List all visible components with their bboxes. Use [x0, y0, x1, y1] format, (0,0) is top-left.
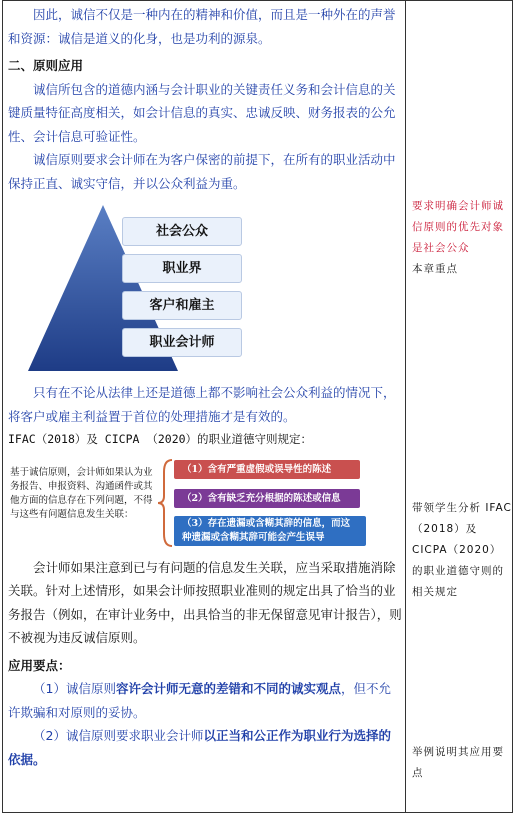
- column-divider: [405, 0, 406, 813]
- pyramid-level-clients: 客户和雇主: [122, 291, 242, 320]
- pyramid-level-profession: 职业界: [122, 254, 242, 283]
- point-1-suffix: ，但不允许欺骗和对原则的妥协。: [8, 681, 391, 720]
- rule-box-2: （2）含有缺乏充分根据的陈述或信息: [174, 489, 360, 508]
- pyramid-level-accountants: 职业会计师: [122, 328, 242, 357]
- paragraph-1: 因此，诚信不仅是一种内在的精神和价值，而且是一种外在的声誉和资源：诚信是道义的化身，也是功利的源泉。: [8, 7, 396, 46]
- paragraph-2: 诚信所包含的道德内涵与会计职业的关键责任义务和会计信息的关键质量特征高度相关，如会计信息的真实、忠诚反映、财务报表的公允性、会计信息可验证性。: [8, 81, 396, 144]
- rules-lead-text: 基于诚信原则，会计师如果认为业务报告、申报资料、沟通函件或其他方面的信息存在下列问题，不得与这些有问题信息发生关联：: [10, 466, 153, 520]
- priority-pyramid: [8, 199, 402, 375]
- section-heading-3: 应用要点：: [8, 657, 71, 673]
- rule-box-1: （1）含有严重虚假或误导性的陈述: [174, 460, 360, 479]
- point-1-prefix: （1）诚信原则: [33, 681, 116, 696]
- point-2: [8, 724, 402, 771]
- paragraph-6: 会计师如果注意到已与有问题的信息发生关联，应当采取措施消除关联。针对上述情形，如果会计师按照职业准则的规定出具了恰当的业务报告（例如，在审计业务中，出具恰当的非无保留意见审计报告），则不被视为违反诚信原则。: [8, 559, 402, 645]
- paragraph-5: IFAC（2018）及 CICPA （2020）的职业道德守则规定：: [8, 432, 313, 446]
- pyramid-level-public: 社会公众: [122, 217, 242, 246]
- brace-icon: [158, 458, 174, 548]
- side-note-1-red: 要求明确会计师诚信原则的优先对象是社会公众: [412, 200, 504, 254]
- integrity-rules-diagram: [8, 456, 402, 548]
- paragraph-3: 诚信原则要求会计师在为客户保密的前提下，在所有的职业活动中保持正直、诚实守信，并以公众利益为重。: [8, 152, 396, 191]
- side-note-1-key: 本章重点: [412, 263, 458, 275]
- main-column: [8, 3, 402, 771]
- side-note-2: 带领学生分析 IFAC（2018）及CICPA（2020）的职业道德守则的相关规定: [412, 502, 512, 598]
- point-1-emphasis: 容许会计师无意的差错和不同的诚实观点: [115, 681, 341, 696]
- section-heading-2: 二、原则应用: [8, 58, 84, 73]
- point-2-emphasis: 以正当和公正作为职业行为选择的依据。: [8, 728, 391, 767]
- rule-box-3: （3）存在遗漏或含糊其辞的信息，而这种遗漏或含糊其辞可能会产生误导: [174, 516, 366, 546]
- side-note-1: [412, 196, 512, 280]
- point-2-prefix: （2）诚信原则要求职业会计师: [33, 728, 204, 743]
- paragraph-4: 只有在不论从法律上还是道德上都不影响社会公众利益的情况下，将客户或雇主利益置于首位的处理措施才是有效的。: [8, 385, 396, 424]
- point-1: [8, 677, 402, 724]
- side-note-3: 举例说明其应用要点: [412, 746, 504, 779]
